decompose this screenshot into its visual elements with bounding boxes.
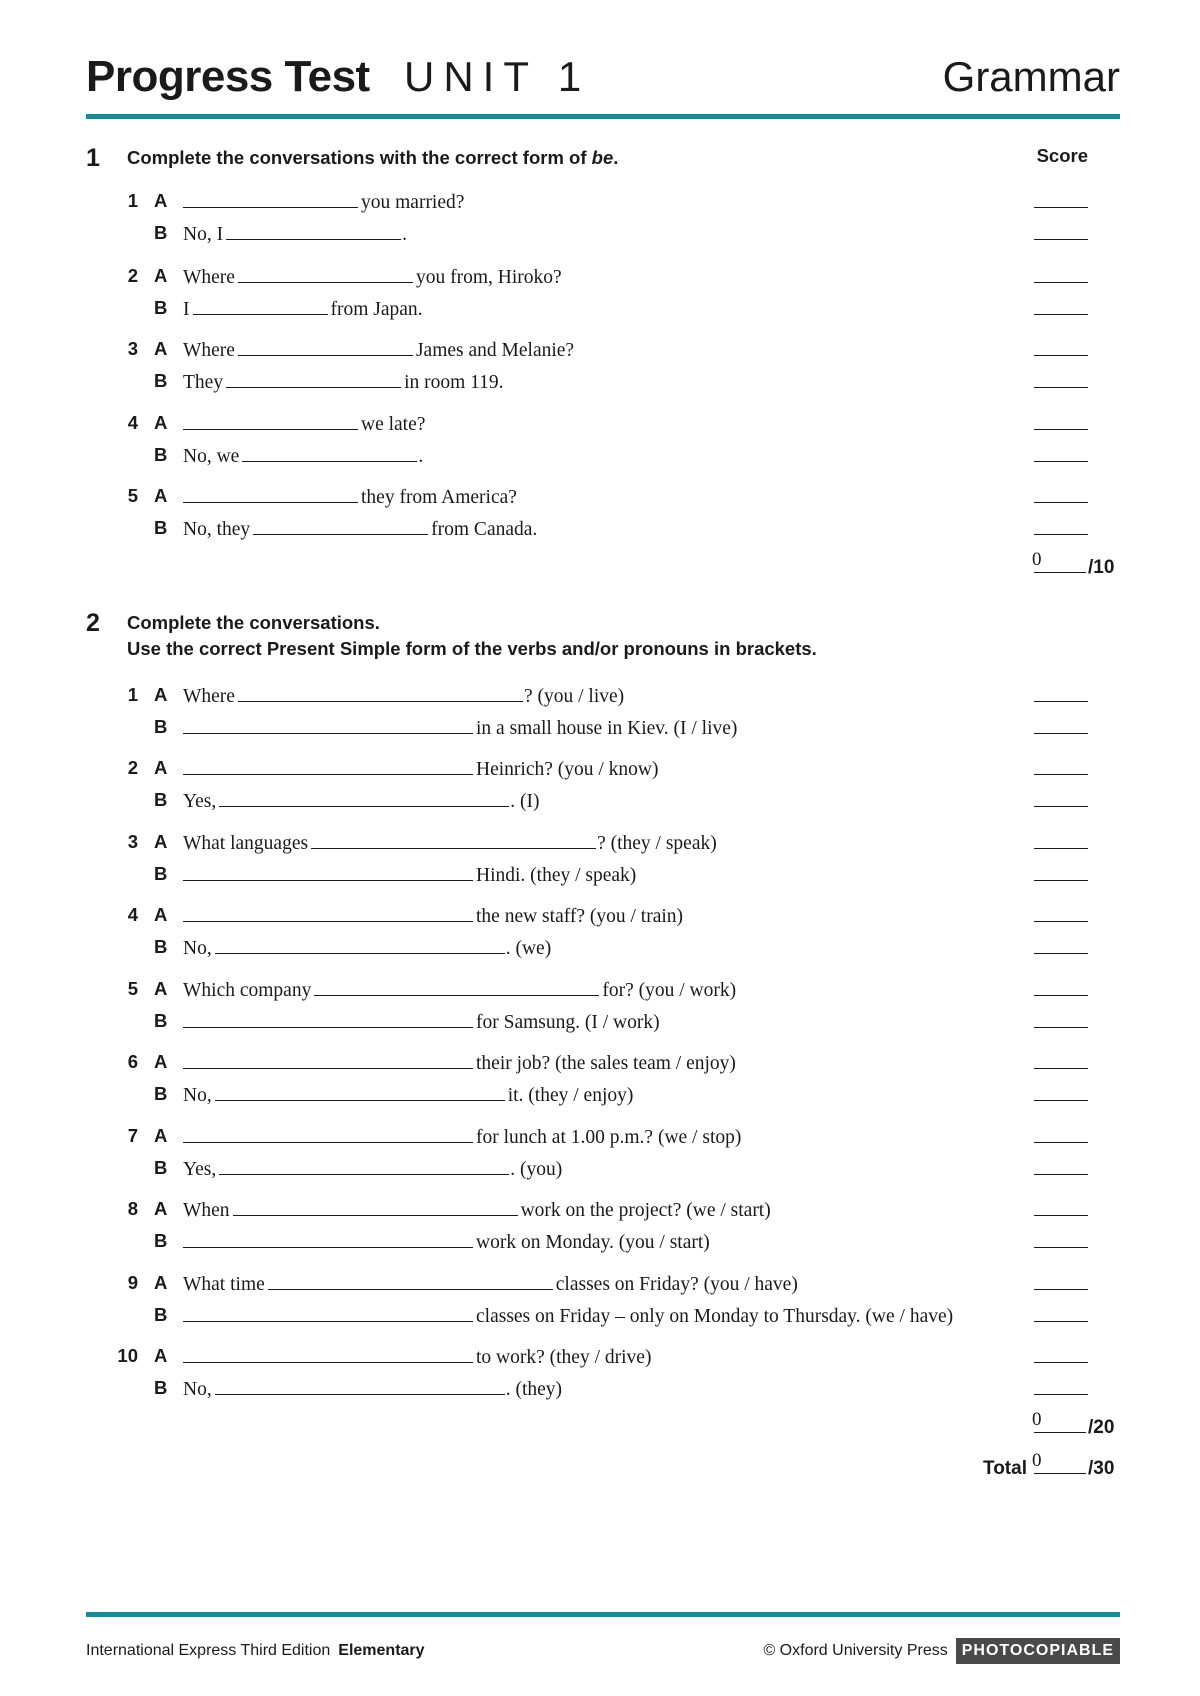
- speaker-a: A: [154, 1051, 168, 1072]
- dialogue-line: [183, 262, 562, 292]
- answer-blank[interactable]: [253, 514, 428, 535]
- question-1-instruction: Complete the conversations with the correct form of be.: [127, 147, 619, 168]
- dialogue-post-text: James and Melanie?: [415, 340, 575, 361]
- score-blank[interactable]: [1034, 1100, 1088, 1101]
- total-value: 0: [1032, 1450, 1042, 1471]
- item-number: 6: [127, 1051, 138, 1072]
- speaker-b: B: [154, 1083, 168, 1104]
- dialogue-post-text: work on the project? (we / start): [520, 1200, 771, 1221]
- score-blank[interactable]: [1034, 461, 1088, 462]
- score-blank[interactable]: [1034, 387, 1088, 388]
- answer-blank[interactable]: [219, 786, 509, 807]
- item-3-a-row: [0, 828, 1200, 856]
- speaker-a: A: [154, 338, 168, 359]
- dialogue-pre-text: Where: [183, 340, 235, 361]
- dialogue-line: [183, 860, 636, 890]
- item-number: 9: [127, 1272, 138, 1293]
- score-blank[interactable]: [1034, 1362, 1088, 1363]
- footer-book: [86, 1636, 425, 1666]
- total-line: [1034, 1473, 1086, 1474]
- item-number: 1: [127, 190, 138, 211]
- score-blank[interactable]: [1034, 239, 1088, 240]
- item-2-a-row: [0, 754, 1200, 782]
- dialogue-pre-text: Yes,: [183, 1159, 217, 1180]
- dialogue-line: [183, 933, 551, 963]
- dialogue-line: [183, 1342, 651, 1372]
- score-blank[interactable]: [1034, 701, 1088, 702]
- dialogue-line: [183, 681, 624, 711]
- answer-blank[interactable]: [183, 187, 358, 208]
- item-number: 5: [127, 978, 138, 999]
- answer-blank[interactable]: [183, 1048, 473, 1069]
- dialogue-line: [183, 409, 425, 439]
- dialogue-line: [183, 514, 537, 544]
- dialogue-post-text: . (we): [505, 938, 552, 959]
- dialogue-post-text: ? (you / live): [523, 686, 625, 707]
- dialogue-post-text: classes on Friday? (you / have): [555, 1274, 798, 1295]
- dialogue-post-text: in room 119.: [404, 372, 504, 393]
- item-8-a-row: [0, 1195, 1200, 1223]
- item-2-b-row: [0, 294, 1200, 322]
- dialogue-post-text: . (they): [505, 1379, 563, 1400]
- answer-blank[interactable]: [215, 1374, 505, 1395]
- dialogue-line: [183, 901, 683, 931]
- speaker-b: B: [154, 1304, 168, 1325]
- page-header: [86, 52, 1120, 102]
- dialogue-pre-text: No,: [183, 1379, 212, 1400]
- item-number: 10: [117, 1345, 138, 1366]
- dialogue-post-text: to work? (they / drive): [476, 1347, 652, 1368]
- dialogue-post-text: .: [402, 224, 407, 245]
- speaker-b: B: [154, 222, 168, 243]
- answer-blank[interactable]: [183, 860, 473, 881]
- item-number: 7: [127, 1125, 138, 1146]
- dialogue-post-text: ? (they / speak): [597, 833, 717, 854]
- score-blank[interactable]: [1034, 880, 1088, 881]
- item-10-a-row: [0, 1342, 1200, 1370]
- score-blank[interactable]: [1034, 806, 1088, 807]
- answer-blank[interactable]: [238, 335, 413, 356]
- score-blank[interactable]: [1034, 733, 1088, 734]
- dialogue-post-text: we late?: [361, 414, 426, 435]
- dialogue-post-text: work on Monday. (you / start): [476, 1232, 710, 1253]
- speaker-a: A: [154, 978, 168, 999]
- dialogue-line: [183, 1227, 710, 1257]
- dialogue-line: [183, 1122, 741, 1152]
- unit-label: UNIT 1: [404, 53, 591, 100]
- dialogue-post-text: for Samsung. (I / work): [476, 1012, 660, 1033]
- item-8-b-row: [0, 1227, 1200, 1255]
- q2-score-max: /20: [1088, 1417, 1115, 1438]
- book-level: Elementary: [338, 1642, 425, 1659]
- dialogue-pre-text: Which company: [183, 980, 312, 1001]
- score-blank[interactable]: [1034, 314, 1088, 315]
- speaker-a: A: [154, 904, 168, 925]
- dialogue-line: [183, 187, 464, 217]
- dialogue-line: [183, 1048, 736, 1078]
- dialogue-post-text: .: [418, 446, 424, 467]
- item-4-a-row: [0, 901, 1200, 929]
- answer-blank[interactable]: [314, 975, 599, 996]
- answer-blank[interactable]: [233, 1195, 518, 1216]
- speaker-b: B: [154, 517, 168, 538]
- speaker-b: B: [154, 863, 168, 884]
- item-4-b-row: [0, 441, 1200, 469]
- dialogue-line: [183, 482, 517, 512]
- dialogue-post-text: they from America?: [361, 487, 517, 508]
- answer-blank[interactable]: [215, 1080, 505, 1101]
- dialogue-line: [183, 294, 423, 324]
- item-5-a-row: [0, 482, 1200, 510]
- score-blank[interactable]: [1034, 1068, 1088, 1069]
- q1-score-line: [1034, 572, 1086, 573]
- dialogue-post-text: their job? (the sales team / enjoy): [476, 1053, 736, 1074]
- answer-blank[interactable]: [226, 367, 401, 388]
- dialogue-pre-text: I: [183, 299, 190, 320]
- dialogue-post-text: you married?: [361, 192, 465, 213]
- dialogue-post-text: for lunch at 1.00 p.m.? (we / stop): [476, 1127, 742, 1148]
- dialogue-pre-text: What languages: [183, 833, 309, 854]
- item-7-a-row: [0, 1122, 1200, 1150]
- dialogue-post-text: from Japan.: [330, 299, 423, 320]
- item-2-b-row: [0, 786, 1200, 814]
- total-max: /30: [1088, 1458, 1115, 1479]
- footer-rule: [86, 1612, 1120, 1617]
- dialogue-pre-text: No, they: [183, 519, 251, 540]
- photocopiable-badge: PHOTOCOPIABLE: [956, 1638, 1120, 1664]
- dialogue-post-text: classes on Friday – only on Monday to Thursday. (we / have): [476, 1306, 954, 1327]
- score-blank[interactable]: [1034, 1247, 1088, 1248]
- speaker-b: B: [154, 297, 168, 318]
- item-9-b-row: [0, 1301, 1200, 1329]
- dialogue-line: [183, 367, 504, 397]
- item-3-b-row: [0, 367, 1200, 395]
- speaker-a: A: [154, 1345, 168, 1366]
- speaker-a: A: [154, 190, 168, 211]
- answer-blank[interactable]: [219, 1154, 509, 1175]
- speaker-b: B: [154, 1230, 168, 1251]
- item-number: 4: [127, 412, 138, 433]
- score-blank[interactable]: [1034, 1215, 1088, 1216]
- dialogue-post-text: Heinrich? (you / know): [476, 759, 659, 780]
- score-blank[interactable]: [1034, 1394, 1088, 1395]
- score-blank[interactable]: [1034, 207, 1088, 208]
- dialogue-line: [183, 1269, 798, 1299]
- dialogue-post-text: . (I): [510, 791, 540, 812]
- speaker-a: A: [154, 831, 168, 852]
- dialogue-pre-text: Where: [183, 686, 235, 707]
- item-4-a-row: [0, 409, 1200, 437]
- answer-blank[interactable]: [238, 262, 413, 283]
- speaker-a: A: [154, 412, 168, 433]
- q2-score-value: 0: [1032, 1409, 1042, 1430]
- answer-blank[interactable]: [226, 219, 401, 240]
- q1-score-max: /10: [1088, 557, 1115, 578]
- score-blank[interactable]: [1034, 1174, 1088, 1175]
- item-1-b-row: [0, 713, 1200, 741]
- answer-blank[interactable]: [238, 681, 523, 702]
- item-1-a-row: [0, 681, 1200, 709]
- speaker-b: B: [154, 789, 168, 810]
- answer-blank[interactable]: [183, 482, 358, 503]
- answer-blank[interactable]: [268, 1269, 553, 1290]
- speaker-b: B: [154, 1010, 168, 1031]
- score-blank[interactable]: [1034, 502, 1088, 503]
- item-3-b-row: [0, 860, 1200, 888]
- dialogue-post-text: the new staff? (you / train): [476, 906, 684, 927]
- q1-score-value: 0: [1032, 549, 1042, 570]
- dialogue-line: [183, 219, 407, 249]
- section-label: Grammar: [942, 53, 1120, 100]
- dialogue-line: [183, 1301, 953, 1331]
- score-blank[interactable]: [1034, 429, 1088, 430]
- dialogue-post-text: in a small house in Kiev. (I / live): [476, 718, 738, 739]
- score-blank[interactable]: [1034, 1027, 1088, 1028]
- item-number: 2: [127, 757, 138, 778]
- score-blank[interactable]: [1034, 995, 1088, 996]
- dialogue-pre-text: No,: [183, 938, 212, 959]
- speaker-b: B: [154, 370, 168, 391]
- dialogue-post-text: it. (they / enjoy): [507, 1085, 634, 1106]
- score-blank[interactable]: [1034, 1321, 1088, 1322]
- dialogue-pre-text: No,: [183, 1085, 212, 1106]
- item-number: 8: [127, 1198, 138, 1219]
- score-blank[interactable]: [1034, 774, 1088, 775]
- score-blank[interactable]: [1034, 921, 1088, 922]
- item-7-b-row: [0, 1154, 1200, 1182]
- score-blank[interactable]: [1034, 1289, 1088, 1290]
- score-label: Score: [1036, 145, 1088, 166]
- speaker-b: B: [154, 1377, 168, 1398]
- test-title: Progress Test: [86, 52, 370, 101]
- score-blank[interactable]: [1034, 848, 1088, 849]
- question-2-instruction-line2: Use the correct Present Simple form of the verbs and/or pronouns in brackets.: [127, 638, 817, 659]
- publisher-text: © Oxford University Press: [763, 1642, 948, 1659]
- item-3-a-row: [0, 335, 1200, 363]
- item-5-b-row: [0, 514, 1200, 542]
- total-label: Total: [983, 1458, 1027, 1479]
- item-9-a-row: [0, 1269, 1200, 1297]
- answer-blank[interactable]: [183, 713, 473, 734]
- dialogue-post-text: you from, Hiroko?: [415, 267, 562, 288]
- question-2-number: 2: [86, 609, 100, 637]
- dialogue-pre-text: No, I: [183, 224, 224, 245]
- dialogue-pre-text: Yes,: [183, 791, 217, 812]
- header-rule: [86, 114, 1120, 119]
- dialogue-post-text: for? (you / work): [602, 980, 737, 1001]
- item-10-b-row: [0, 1374, 1200, 1402]
- answer-blank[interactable]: [183, 1227, 473, 1248]
- speaker-a: A: [154, 757, 168, 778]
- dialogue-line: [183, 1080, 633, 1110]
- answer-blank[interactable]: [215, 933, 505, 954]
- dialogue-pre-text: When: [183, 1200, 230, 1221]
- answer-blank[interactable]: [183, 1007, 473, 1028]
- speaker-b: B: [154, 716, 168, 737]
- dialogue-pre-text: No, we: [183, 446, 240, 467]
- speaker-a: A: [154, 1125, 168, 1146]
- answer-blank[interactable]: [183, 409, 358, 430]
- dialogue-post-text: Hindi. (they / speak): [476, 865, 637, 886]
- score-blank[interactable]: [1034, 534, 1088, 535]
- item-6-a-row: [0, 1048, 1200, 1076]
- answer-blank[interactable]: [183, 1301, 473, 1322]
- book-title: International Express Third Edition: [86, 1642, 331, 1659]
- dialogue-line: [183, 786, 539, 816]
- speaker-b: B: [154, 444, 168, 465]
- dialogue-line: [183, 1195, 771, 1225]
- page-footer: [86, 1636, 1120, 1666]
- speaker-a: A: [154, 265, 168, 286]
- item-6-b-row: [0, 1080, 1200, 1108]
- item-5-a-row: [0, 975, 1200, 1003]
- dialogue-pre-text: They: [183, 372, 224, 393]
- item-1-a-row: [0, 187, 1200, 215]
- dialogue-post-text: . (you): [510, 1159, 563, 1180]
- question-1-number: 1: [86, 144, 100, 172]
- dialogue-post-text: from Canada.: [431, 519, 538, 540]
- item-number: 5: [127, 485, 138, 506]
- dialogue-line: [183, 441, 423, 471]
- item-5-b-row: [0, 1007, 1200, 1035]
- speaker-a: A: [154, 684, 168, 705]
- item-number: 3: [127, 831, 138, 852]
- speaker-a: A: [154, 1272, 168, 1293]
- answer-blank[interactable]: [193, 294, 328, 315]
- speaker-a: A: [154, 1198, 168, 1219]
- dialogue-pre-text: Where: [183, 267, 235, 288]
- answer-blank[interactable]: [183, 901, 473, 922]
- dialogue-pre-text: What time: [183, 1274, 265, 1295]
- footer-publisher: [763, 1636, 1120, 1666]
- answer-blank[interactable]: [183, 1122, 473, 1143]
- q2-score-line: [1034, 1432, 1086, 1433]
- item-2-a-row: [0, 262, 1200, 290]
- item-number: 3: [127, 338, 138, 359]
- dialogue-line: [183, 713, 737, 743]
- item-number: 1: [127, 684, 138, 705]
- dialogue-line: [183, 975, 736, 1005]
- item-1-b-row: [0, 219, 1200, 247]
- speaker-b: B: [154, 936, 168, 957]
- answer-blank[interactable]: [311, 828, 596, 849]
- dialogue-line: [183, 1374, 562, 1404]
- dialogue-line: [183, 1007, 660, 1037]
- question-2-instruction-line1: Complete the conversations.: [127, 612, 380, 633]
- dialogue-line: [183, 335, 574, 365]
- answer-blank[interactable]: [183, 1342, 473, 1363]
- score-blank[interactable]: [1034, 1142, 1088, 1143]
- score-blank[interactable]: [1034, 355, 1088, 356]
- dialogue-line: [183, 1154, 562, 1184]
- dialogue-line: [183, 754, 659, 784]
- answer-blank[interactable]: [183, 754, 473, 775]
- score-blank[interactable]: [1034, 282, 1088, 283]
- speaker-b: B: [154, 1157, 168, 1178]
- answer-blank[interactable]: [242, 441, 417, 462]
- item-4-b-row: [0, 933, 1200, 961]
- dialogue-line: [183, 828, 717, 858]
- item-number: 2: [127, 265, 138, 286]
- score-blank[interactable]: [1034, 953, 1088, 954]
- item-number: 4: [127, 904, 138, 925]
- speaker-a: A: [154, 485, 168, 506]
